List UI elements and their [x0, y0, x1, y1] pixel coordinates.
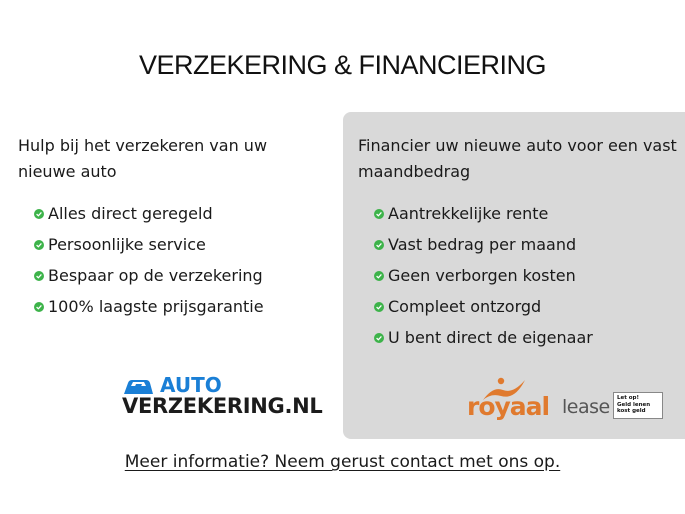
contact-link[interactable]: Meer informatie? Neem gerust contact met ons op.	[124, 452, 561, 472]
benefit-label: Aantrekkelijke rente	[388, 204, 549, 223]
check-icon	[34, 209, 44, 219]
list-item	[34, 291, 328, 322]
check-icon	[374, 333, 384, 343]
benefit-label: Bespaar op de verzekering	[48, 266, 263, 285]
warning-line: Geld lenen	[617, 401, 651, 408]
warning-line: Let op!	[617, 395, 640, 401]
logo-text-verzekering: VERZEKERING.NL	[122, 394, 323, 418]
benefit-label: Compleet ontzorgd	[388, 297, 542, 316]
royaallease-logo[interactable]	[467, 376, 667, 421]
logo-text-royaal: royaal	[467, 392, 550, 421]
insurance-intro: Hulp bij het verzekeren van uw nieuwe auto	[18, 136, 268, 181]
benefit-label: U bent direct de eigenaar	[388, 328, 593, 347]
check-icon	[374, 271, 384, 281]
list-item	[34, 260, 328, 291]
benefit-label: Vast bedrag per maand	[388, 235, 577, 254]
check-icon	[374, 240, 384, 250]
logo-text-auto: AUTO	[160, 373, 222, 397]
list-item	[374, 229, 678, 260]
list-item	[374, 198, 678, 229]
autoverzekering-logo[interactable]	[122, 375, 332, 420]
warning-line: kost geld	[617, 408, 646, 414]
benefit-label: Geen verborgen kosten	[388, 266, 576, 285]
check-icon	[34, 271, 44, 281]
list-item	[34, 198, 328, 229]
page-title: VERZEKERING & FINANCIERING	[138, 50, 547, 80]
financing-intro: Financier uw nieuwe auto voor een vast maandbedrag	[358, 136, 677, 181]
loan-warning-badge	[613, 392, 663, 419]
check-icon	[34, 240, 44, 250]
financing-benefits-list	[374, 198, 678, 353]
insurance-section	[18, 133, 328, 322]
check-icon	[374, 302, 384, 312]
benefit-label: Alles direct geregeld	[48, 204, 213, 223]
insurance-benefits-list	[34, 198, 328, 322]
benefit-label: Persoonlijke service	[48, 235, 206, 254]
check-icon	[34, 302, 44, 312]
benefit-label: 100% laagste prijsgarantie	[48, 297, 264, 316]
list-item	[374, 260, 678, 291]
logo-text-lease: lease	[562, 396, 610, 418]
list-item	[34, 229, 328, 260]
financing-section	[358, 133, 678, 353]
check-icon	[374, 209, 384, 219]
list-item	[374, 291, 678, 322]
list-item	[374, 322, 678, 353]
car-icon	[122, 377, 155, 395]
